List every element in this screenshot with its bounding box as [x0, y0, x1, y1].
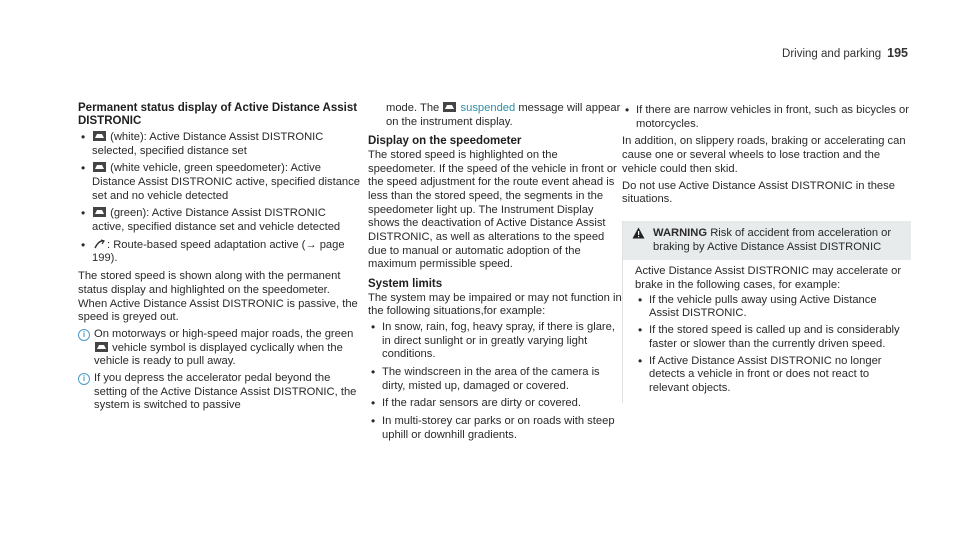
warning-header — [623, 221, 911, 260]
do-not-use-paragraph: Do not use Active Distance Assist DISTRONIC in these situations. — [622, 179, 895, 206]
system-limits-list — [368, 321, 626, 443]
info-icon: i — [78, 373, 90, 385]
list-item: • (white vehicle, green speedometer): Active Distance Assist DISTRONIC active, specified distance set and no vehicle detected — [78, 162, 360, 203]
list-item: • If Active Distance Assist DISTRONIC no longer detects a vehicle in front or does not react to relevant objects. — [635, 355, 903, 396]
distronic-vehicle-icon — [443, 102, 456, 112]
list-item: • (white): Active Distance Assist DISTRONIC selected, specified distance set — [78, 131, 360, 158]
distronic-vehicle-icon — [95, 342, 108, 352]
note-motorway: i On motorways or high-speed major roads, the green vehicle symbol is displayed cyclically when the vehicle is ready to pull away. — [78, 328, 360, 369]
warning-intro: Active Distance Assist DISTRONIC may accelerate or brake in the following cases, for example: — [635, 265, 902, 292]
note-accelerator: i If you depress the accelerator pedal beyond the setting of the Active Distance Assist DISTRONIC, the system is switched to passive — [78, 372, 360, 413]
list-item: • If the vehicle pulls away using Active Distance Assist DISTRONIC. — [635, 294, 903, 321]
heading-permanent-status: Permanent status display of Active Distance Assist DISTRONIC — [78, 102, 358, 128]
warning-label: WARNING — [653, 226, 708, 239]
page-number: 195 — [887, 46, 908, 60]
passive-mode-continuation: mode. The suspended message will appear on the instrument display. — [386, 102, 621, 128]
distronic-vehicle-icon — [93, 162, 106, 172]
status-symbol-list — [78, 131, 360, 266]
page-header — [782, 47, 908, 62]
list-item: • (green): Active Distance Assist DISTRONIC active, specified distance set and vehicle detected — [78, 207, 360, 234]
warning-box — [622, 221, 911, 403]
slippery-roads-paragraph: In addition, on slippery roads, braking or accelerating can cause one or several wheels to lose traction and the vehicle could then skid. — [622, 135, 906, 175]
info-icon: i — [78, 329, 90, 341]
distronic-vehicle-icon — [93, 131, 106, 141]
warning-triangle-icon — [632, 227, 645, 239]
heading-system-limits: System limits — [368, 278, 443, 291]
suspended-message: suspended — [460, 102, 516, 114]
column-right — [622, 102, 910, 403]
list-item: • : Route-based speed adaptation active (→ page 199). — [78, 239, 360, 266]
section-title: Driving and parking — [782, 48, 882, 60]
list-item: • In multi-storey car parks or on roads with steep uphill or downhill gradients. — [368, 415, 626, 442]
list-item: • If the stored speed is called up and is considerably faster or slower than the currently driven speed. — [635, 324, 903, 351]
speedometer-paragraph: The stored speed is highlighted on the speedometer. If the speed of the vehicle in front or the speed adjustment for the route event ahead is less than the stored speed, the segments in the speedometer light up. The Instrument Display shows the deactivation of Active Distance Assist DISTRONIC, as well as alterations to the speed due to manual or automatic adoption of the maximum permissible speed. — [368, 148, 617, 271]
warning-cases-list — [635, 294, 903, 396]
column-left — [78, 102, 360, 413]
warning-title: Risk of accident from acceleration or braking by Active Distance Assist DISTRONIC — [653, 226, 892, 253]
warning-body — [623, 260, 911, 402]
stored-speed-paragraph: The stored speed is shown along with the permanent status display and highlighted on the speedometer. When Active Distance Assist DISTRONIC is passive, the speed is greyed out. — [78, 270, 358, 324]
list-item: • If there are narrow vehicles in front, such as bicycles or motorcycles. — [622, 104, 910, 131]
limits-continuation-list — [622, 104, 910, 131]
route-adaptation-icon — [93, 239, 106, 249]
distronic-vehicle-icon — [93, 207, 106, 217]
heading-speedometer-display: Display on the speedometer — [368, 135, 522, 148]
list-item: • In snow, rain, fog, heavy spray, if there is glare, in direct sunlight or in greatly varying light conditions. — [368, 321, 626, 362]
list-item: • The windscreen in the area of the camera is dirty, misted up, damaged or covered. — [368, 366, 626, 393]
list-item: • If the radar sensors are dirty or covered. — [368, 397, 626, 411]
column-middle — [368, 102, 626, 447]
system-limits-intro: The system may be impaired or may not function in the following situations,for example: — [368, 291, 622, 318]
